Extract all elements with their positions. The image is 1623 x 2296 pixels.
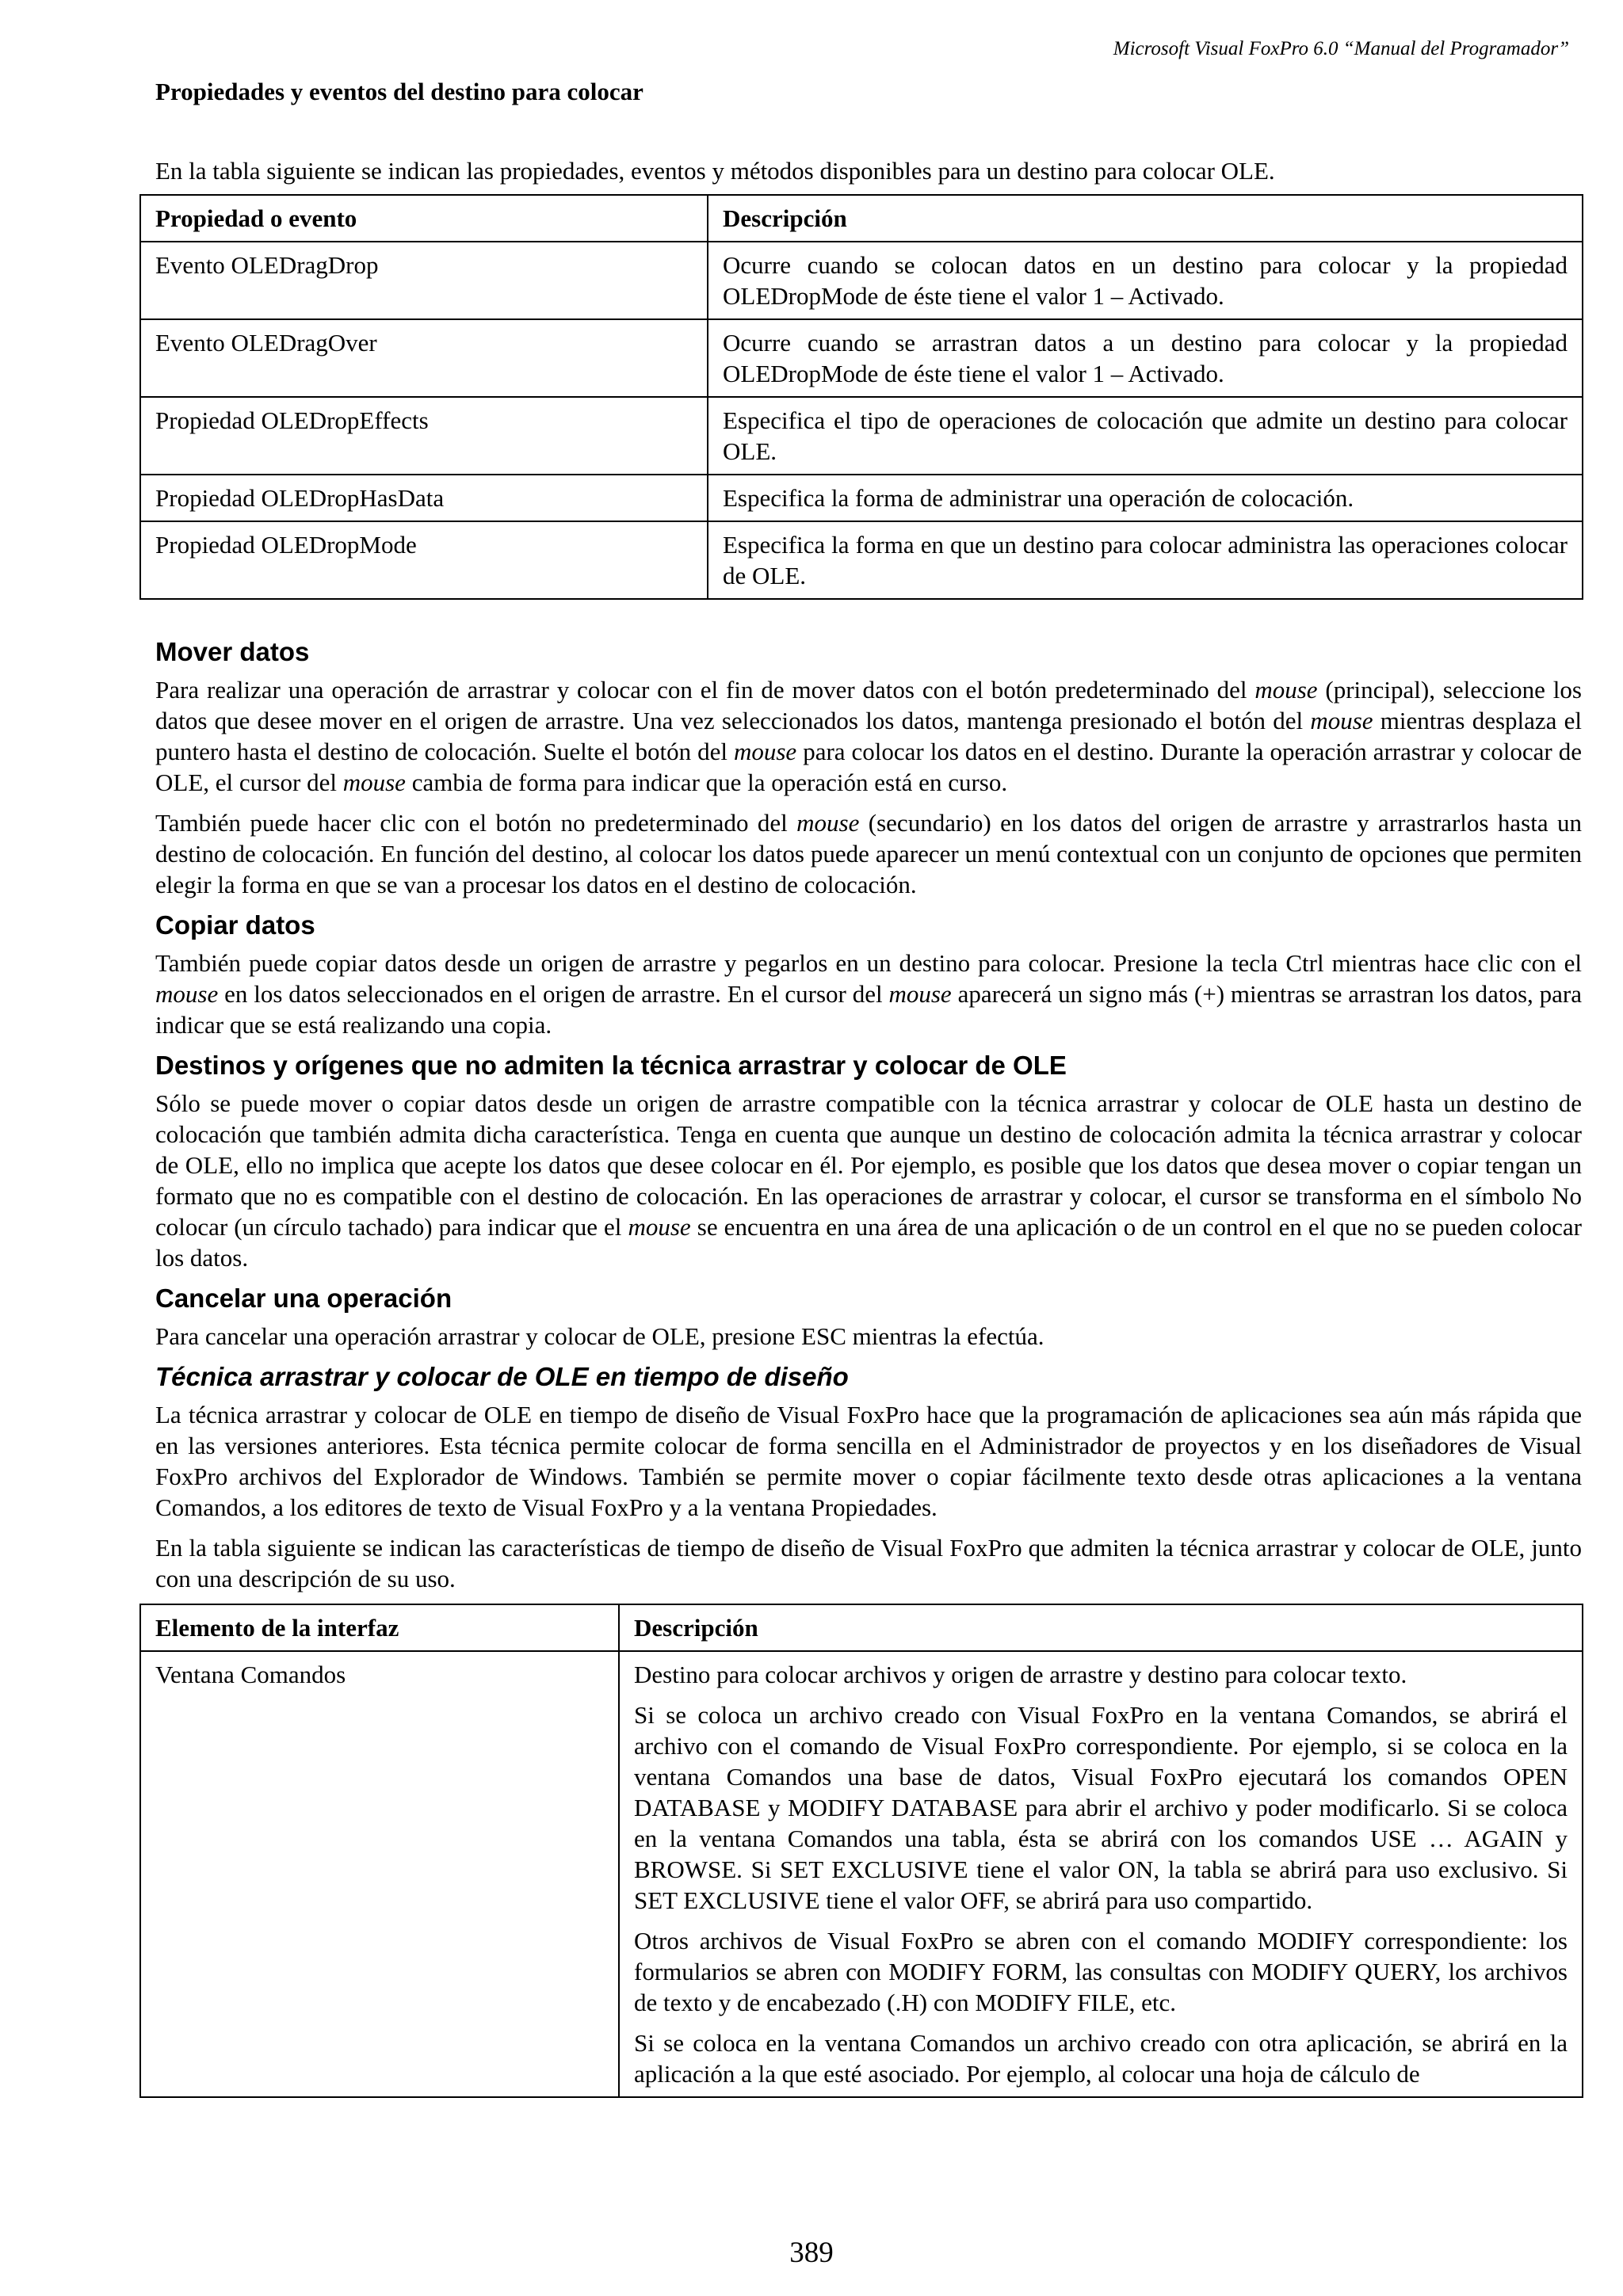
- text-run: se encuentra en una área de una aplicación o de un control en el que no se pueden colocar los datos.: [155, 1213, 1583, 1272]
- table-cell-description: Especifica la forma de administrar una operación de colocación.: [708, 475, 1583, 521]
- table-cell-description: Especifica el tipo de operaciones de colocación que admite un destino para colocar OLE.: [708, 397, 1583, 475]
- column-header: Propiedad o evento: [140, 195, 708, 242]
- italic-term: mouse: [796, 809, 860, 837]
- column-header: Elemento de la interfaz: [140, 1604, 619, 1651]
- text-run: También puede hacer clic con el botón no predeterminado del: [155, 809, 797, 837]
- text-run: También puede copiar datos desde un origen de arrastre y pegarlos en un destino para colocar. Presione la tecla Ctrl mientras hace clic con el: [155, 949, 1582, 977]
- cell-paragraph: Si se coloca un archivo creado con Visual FoxPro en la ventana Comandos, se abrirá el archivo con el comando de Visual FoxPro correspondiente. Por ejemplo, si se coloca en la ventana Comandos una base de datos, Visual FoxPro ejecutará los comandos OPEN DATABASE y MODIFY DATABASE para abrir el archivo y poder modificarlo. Si se coloca en la ventana Comandos una tabla, ésta se abrirá con los comandos USE … AGAIN y BROWSE. Si SET EXCLUSIVE tiene el valor ON, la tabla se abrirá para uso exclusivo. Si SET EXCLUSIVE tiene el valor OFF, se abrirá para uso compartido.: [634, 1701, 1568, 1914]
- cell-paragraph: Otros archivos de Visual FoxPro se abren con el comando MODIFY correspondiente: los formularios se abren con MODIFY FORM, las consultas con MODIFY QUERY, los archivos de texto y de encabezado (.H) con MODIFY FILE, etc.: [634, 1927, 1568, 2016]
- text-run: en los datos seleccionados en el origen de arrastre. En el cursor del: [218, 980, 889, 1008]
- table-header-row: [140, 1604, 1583, 1651]
- table-cell-description: Ocurre cuando se colocan datos en un destino para colocar y la propiedad OLEDropMode de éste tiene el valor 1 – Activado.: [708, 242, 1583, 319]
- page-number: 389: [789, 2237, 834, 2269]
- table-row: [140, 1651, 1583, 2097]
- page-content: [155, 155, 1582, 2098]
- table-cell-name: Evento OLEDragOver: [140, 319, 708, 397]
- paragraph: [155, 948, 1582, 1040]
- intro-paragraph: En la tabla siguiente se indican las propiedades, eventos y métodos disponibles para un destino para colocar OLE.: [155, 157, 1275, 185]
- paragraph: [155, 674, 1582, 798]
- heading-copiar-datos: Copiar datos: [155, 910, 315, 940]
- table-row: [140, 397, 1583, 475]
- drop-target-properties-table: [139, 194, 1583, 600]
- paragraph: Para cancelar una operación arrastrar y colocar de OLE, presione ESC mientras la efectúa.: [155, 1322, 1044, 1350]
- heading-mover-datos: Mover datos: [155, 637, 310, 666]
- text-run: (secundario) en los datos del origen de arrastre y arrastrarlos hasta un destino de colocación. En función del destino, al colocar los datos puede aparecer un menú contextual con un conjunto de opciones que permiten elegir la forma en que se van a procesar los datos en el destino de colocación.: [155, 809, 1582, 898]
- design-time-features-table: [139, 1604, 1583, 2098]
- table-cell-name: Propiedad OLEDropEffects: [140, 397, 708, 475]
- table-row: [140, 319, 1583, 397]
- running-header: Microsoft Visual FoxPro 6.0 “Manual del Programador”: [1113, 38, 1569, 59]
- text-run: aparecerá un signo más (+) mientras se arrastran los datos, para indicar que se está realizando una copia.: [155, 980, 1583, 1039]
- table-cell-name: Propiedad OLEDropMode: [140, 521, 708, 599]
- paragraph: [155, 807, 1582, 900]
- heading-cancelar: Cancelar una operación: [155, 1283, 453, 1313]
- table-cell-description: [619, 1651, 1583, 2097]
- italic-term: mouse: [1310, 707, 1373, 734]
- italic-term: mouse: [155, 980, 219, 1008]
- table-row: [140, 242, 1583, 319]
- italic-term: mouse: [733, 738, 797, 765]
- section-title: Propiedades y eventos del destino para colocar: [155, 78, 643, 105]
- cell-paragraph: Destino para colocar archivos y origen de arrastre y destino para colocar texto.: [634, 1661, 1407, 1688]
- text-run: cambia de forma para indicar que la operación está en curso.: [405, 769, 1008, 796]
- italic-term: mouse: [1254, 676, 1318, 704]
- column-header: Descripción: [619, 1604, 1583, 1651]
- paragraph: En la tabla siguiente se indican las características de tiempo de diseño de Visual FoxPro que admiten la técnica arrastrar y colocar de OLE, junto con una descripción de su uso.: [155, 1534, 1582, 1592]
- table-cell-name: Propiedad OLEDropHasData: [140, 475, 708, 521]
- paragraph: [155, 1088, 1582, 1273]
- paragraph: La técnica arrastrar y colocar de OLE en tiempo de diseño de Visual FoxPro hace que la programación de aplicaciones sea aún más rápida que en las versiones anteriores. Esta técnica permite colocar de forma sencilla en el Administrador de proyectos y en los diseñadores de Visual FoxPro archivos del Explorador de Windows. También se permite mover o copiar fácilmente texto desde otras aplicaciones a la ventana Comandos, a los editores de texto de Visual FoxPro y a la ventana Propiedades.: [155, 1401, 1582, 1521]
- table-header-row: [140, 195, 1583, 242]
- heading-tecnica-diseno: Técnica arrastrar y colocar de OLE en tiempo de diseño: [155, 1362, 849, 1391]
- table-cell-description: Especifica la forma en que un destino para colocar administra las operaciones colocar de OLE.: [708, 521, 1583, 599]
- table-row: [140, 521, 1583, 599]
- text-run: para colocar los datos en el destino. Durante la operación arrastrar y colocar de OLE, el cursor del: [155, 738, 1582, 796]
- italic-term: mouse: [628, 1213, 691, 1241]
- heading-destinos-origenes: Destinos y orígenes que no admiten la técnica arrastrar y colocar de OLE: [155, 1051, 1067, 1080]
- column-header: Descripción: [708, 195, 1583, 242]
- cell-paragraph: Si se coloca en la ventana Comandos un archivo creado con otra aplicación, se abrirá en la aplicación a la que esté asociado. Por ejemplo, al colocar una hoja de cálculo de: [634, 2029, 1568, 2088]
- table-cell-name: Evento OLEDragDrop: [140, 242, 708, 319]
- text-run: mientras desplaza el puntero hasta el destino de colocación. Suelte el botón del: [155, 707, 1582, 765]
- italic-term: mouse: [888, 980, 952, 1008]
- text-run: (principal), seleccione los datos que desee mover en el origen de arrastre. Una vez seleccionados los datos, mantenga presionado el botón del: [155, 676, 1582, 734]
- table-row: [140, 475, 1583, 521]
- table-cell-description: Ocurre cuando se arrastran datos a un destino para colocar y la propiedad OLEDropMode de éste tiene el valor 1 – Activado.: [708, 319, 1583, 397]
- italic-term: mouse: [342, 769, 406, 796]
- text-run: Para realizar una operación de arrastrar y colocar con el fin de mover datos con el botón predeterminado del: [155, 676, 1255, 704]
- table-cell-name: Ventana Comandos: [140, 1651, 619, 2097]
- text-run: Sólo se puede mover o copiar datos desde un origen de arrastre compatible con la técnica arrastrar y colocar de OLE hasta un destino de colocación que también admita dicha característica. Tenga en cuenta que aunque un destino de colocación admita la técnica arrastrar y colocar de OLE, ello no implica que acepte los datos que desee colocar en él. Por ejemplo, es posible que los datos que desea mover o copiar tengan un formato que no es compatible con el destino de colocación. En las operaciones de arrastrar y colocar, el cursor se transforma en el símbolo No colocar (un círculo tachado) para indicar que el: [155, 1089, 1582, 1241]
